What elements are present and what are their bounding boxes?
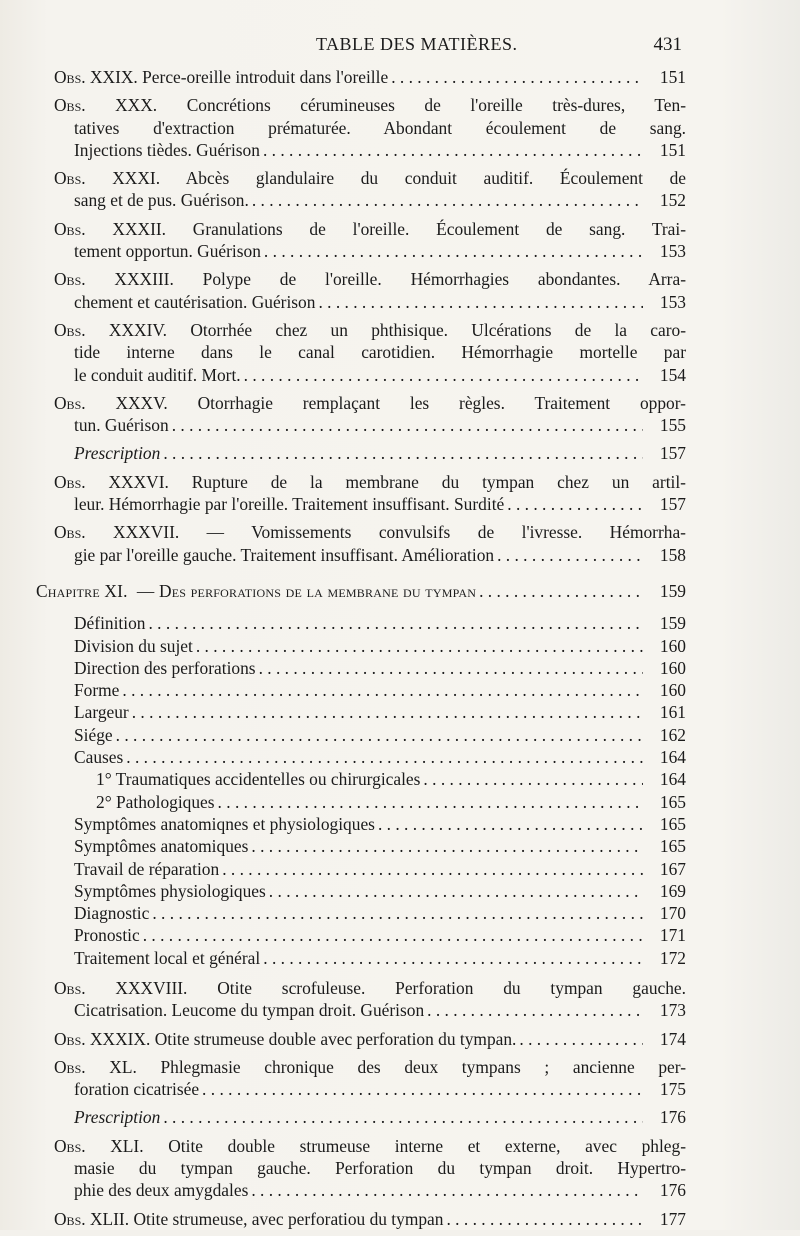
chapter-title: — Des perforations de la membrane du tympan	[136, 580, 477, 601]
section-page: 160	[659, 680, 686, 701]
entry-page: 155	[659, 415, 686, 436]
entry-line	[50, 392, 686, 414]
section-entry	[50, 612, 686, 634]
entry-text	[74, 414, 169, 436]
dot-leader	[143, 924, 643, 946]
entry-line-text: Otorrhée chez un phthisique. Ulcérations de la caro-	[190, 319, 687, 340]
obs-number: XXXIX.	[89, 1028, 151, 1049]
dot-leader	[244, 364, 643, 386]
section-page: 169	[659, 880, 686, 901]
entry-text	[54, 1056, 686, 1078]
section-entry	[50, 791, 686, 813]
entry-text	[54, 218, 686, 240]
entry-line	[50, 442, 686, 464]
section-title: Largeur	[74, 702, 129, 723]
entry-line-text: phie des deux amygdales	[74, 1180, 249, 1201]
dot-leader	[519, 1028, 643, 1050]
entry-page: 154	[659, 364, 686, 385]
entry-text	[54, 471, 686, 493]
entry-line-text: chement et cautérisation. Guérison	[74, 291, 316, 312]
entry-line-text: masie du tympan gauche. Perforation du tympan droit. Hypertro-	[74, 1158, 686, 1179]
obs-label: Obs.	[54, 977, 86, 998]
section-page: 170	[659, 903, 686, 924]
entry-text	[74, 341, 686, 363]
dot-leader	[446, 1208, 643, 1230]
dot-leader	[251, 1179, 643, 1201]
entry-line-text: Perce-oreille introduit dans l'oreille	[142, 67, 389, 87]
obs-number: XXX.	[115, 95, 158, 116]
section-entry	[50, 902, 686, 924]
entry-page: 173	[659, 1000, 686, 1021]
obs-number: XXIX.	[89, 67, 138, 87]
section-entry	[50, 858, 686, 880]
dot-leader	[116, 724, 643, 746]
dot-leader	[252, 189, 643, 211]
entry-line	[50, 493, 686, 515]
table-of-contents	[36, 66, 687, 1236]
obs-number: XXXIII.	[114, 269, 174, 290]
section-title: 1° Traumatiques accidentelles ou chirurgicales	[96, 769, 421, 790]
obs-number: XXXI.	[112, 168, 161, 189]
entry-line-text: foration cicatrisée	[74, 1079, 200, 1100]
entry-line	[50, 1135, 686, 1157]
entry-line-text: gie par l'oreille gauche. Traitement insuffisant. Amélioration	[74, 544, 495, 565]
entry-page: 152	[659, 190, 686, 211]
entry-text	[74, 1078, 199, 1100]
section-entry	[50, 924, 686, 946]
dot-leader	[259, 657, 643, 679]
entry-line	[50, 1056, 686, 1078]
observation-entry	[50, 218, 686, 263]
dot-leader	[479, 580, 643, 602]
section-entry	[50, 768, 686, 790]
entry-text	[54, 392, 686, 414]
section-title: Symptômes anatomiqnes et physiologiques	[74, 813, 375, 834]
chapter-heading	[36, 580, 686, 602]
section-title: Siége	[74, 724, 113, 745]
entry-line-text: sang et de pus. Guérison.	[74, 190, 249, 211]
dot-leader	[507, 493, 643, 515]
entry-line	[50, 268, 686, 290]
entry-line-text: — Vomissements convulsifs de l'ivresse. Hémorrha-	[206, 522, 686, 543]
entry-page: 157	[659, 494, 686, 515]
section-page: 160	[659, 657, 686, 678]
entry-line	[50, 521, 686, 543]
obs-label: Obs.	[54, 392, 86, 413]
entry-line	[50, 1208, 686, 1230]
obs-label: Obs.	[54, 269, 86, 290]
chapter-label: Chapitre XI.	[36, 580, 128, 601]
obs-number: XXXVI.	[108, 471, 169, 492]
entry-line	[50, 1157, 686, 1179]
dot-leader	[497, 544, 643, 566]
obs-number: XXXIV.	[108, 319, 168, 340]
entry-text	[54, 167, 686, 189]
obs-number: XLI.	[110, 1135, 144, 1156]
observation-entry	[50, 1208, 686, 1230]
entry-page: 151	[659, 139, 686, 160]
section-title: Causes	[74, 747, 124, 768]
dot-leader	[263, 139, 643, 161]
page-number: 431	[653, 34, 682, 55]
dot-leader	[427, 999, 643, 1021]
entry-page: 157	[659, 443, 686, 464]
obs-number: XL.	[109, 1056, 137, 1077]
entry-line	[50, 189, 686, 211]
entry-line-text: Otite scrofuleuse. Perforation du tympan gauche.	[217, 977, 686, 998]
entry-text	[74, 117, 686, 139]
entry-page: 153	[659, 291, 686, 312]
entry-page: 175	[659, 1079, 686, 1100]
entry-line	[50, 240, 686, 262]
entry-page: 158	[659, 544, 686, 565]
observation-entry	[50, 1056, 686, 1101]
dot-leader	[132, 701, 643, 723]
entry-line-text: Granulations de l'oreille. Écoulement de sang. Trai-	[192, 218, 686, 239]
entry-text	[54, 977, 686, 999]
dot-leader	[269, 880, 643, 902]
entry-text	[54, 521, 686, 543]
entry-line-text: Injections tièdes. Guérison	[74, 139, 260, 160]
obs-label: Obs.	[54, 471, 86, 492]
entry-line	[50, 471, 686, 493]
section-entry	[50, 880, 686, 902]
section-page: 164	[659, 769, 686, 790]
entry-text	[74, 364, 241, 386]
dot-leader	[251, 835, 643, 857]
entry-text	[74, 1157, 686, 1179]
obs-label: Obs.	[54, 218, 86, 239]
entry-line-text: Cicatrisation. Leucome du tympan droit. Guérison	[74, 1000, 425, 1021]
entry-page: 176	[659, 1107, 686, 1128]
dot-leader	[222, 858, 643, 880]
section-title: Travail de réparation	[74, 858, 220, 879]
entry-line	[50, 977, 686, 999]
chapter-page: 159	[659, 580, 686, 601]
section-page: 171	[659, 925, 686, 946]
section-entry	[50, 657, 686, 679]
section-page: 160	[659, 635, 686, 656]
entry-page: 176	[659, 1180, 686, 1201]
entry-line-text: Concrétions cérumineuses de l'oreille très-dures, Ten-	[186, 95, 686, 116]
entry-line-text: Otite strumeuse, avec perforatiou du tympan	[133, 1208, 444, 1229]
entry-text	[74, 291, 315, 313]
dot-leader	[152, 902, 643, 924]
entry-line	[50, 364, 686, 386]
section-title: Diagnostic	[74, 903, 150, 924]
entry-line-text: tement opportun. Guérison	[74, 241, 261, 262]
obs-label: Obs.	[54, 522, 86, 543]
obs-label: Obs.	[54, 95, 86, 116]
entry-line	[50, 1078, 686, 1100]
entry-line	[50, 167, 686, 189]
section-entry	[50, 701, 686, 723]
prescription-label: Prescription	[74, 443, 161, 464]
dot-leader	[126, 746, 643, 768]
observations-list-b	[50, 977, 686, 1230]
obs-number: XLII.	[89, 1208, 130, 1229]
entry-line-text: Otorrhagie remplaçant les règles. Traitement oppor-	[197, 392, 686, 413]
prescription-entry	[50, 1106, 686, 1128]
entry-line	[50, 341, 686, 363]
entry-line-text: Phlegmasie chronique des deux tympans ; ancienne per-	[160, 1056, 686, 1077]
dot-leader	[264, 240, 643, 262]
entry-page: 174	[659, 1028, 686, 1049]
entry-line-text: Polype de l'oreille. Hémorrhagies abondantes. Arra-	[202, 269, 686, 290]
entry-line	[50, 319, 686, 341]
entry-text	[54, 268, 686, 290]
section-page: 164	[659, 747, 686, 768]
entry-text	[54, 94, 686, 116]
entry-line	[50, 218, 686, 240]
section-entry	[50, 724, 686, 746]
entry-line	[50, 94, 686, 116]
entry-line-text: Otite strumeuse double avec perforation du tympan.	[154, 1028, 517, 1049]
entry-line-text: Rupture de la membrane du tympan chez un artil-	[191, 471, 686, 492]
section-entry	[50, 947, 686, 969]
dot-leader	[122, 679, 643, 701]
dot-leader	[196, 635, 643, 657]
obs-number: XXXVII.	[113, 522, 180, 543]
section-entry	[50, 679, 686, 701]
observation-entry	[50, 392, 686, 437]
entry-line-text: tun. Guérison	[74, 415, 169, 436]
entry-line-text: tide interne dans le canal carotidien. Hémorrhagie mortelle par	[74, 342, 686, 363]
dot-leader	[378, 813, 643, 835]
entry-line	[50, 414, 686, 436]
entry-line	[50, 1179, 686, 1201]
prescription-entry	[50, 442, 686, 464]
section-page: 165	[659, 813, 686, 834]
entry-text	[74, 999, 424, 1021]
entry-line	[50, 1028, 686, 1050]
entry-text	[74, 139, 260, 161]
section-entry	[50, 746, 686, 768]
section-page: 165	[659, 836, 686, 857]
entry-line	[50, 117, 686, 139]
entry-line-text: le conduit auditif. Mort.	[74, 364, 241, 385]
entry-page: 177	[659, 1208, 686, 1229]
observation-entry	[50, 268, 686, 313]
section-title: Symptômes physiologiques	[74, 880, 266, 901]
section-title: Symptômes anatomiques	[74, 836, 249, 857]
entry-text	[74, 493, 504, 515]
entry-text	[54, 1208, 443, 1230]
obs-label: Obs.	[54, 168, 86, 189]
observation-entry	[50, 977, 686, 1022]
entry-line-text: Abcès glandulaire du conduit auditif. Écoulement de	[185, 168, 686, 189]
dot-leader	[172, 414, 643, 436]
prescription-label: Prescription	[74, 1107, 161, 1128]
section-title: Traitement local et général	[74, 947, 261, 968]
entry-text	[74, 240, 261, 262]
section-page: 162	[659, 724, 686, 745]
section-entry	[50, 835, 686, 857]
entry-page: 151	[659, 67, 686, 87]
entry-line-text: Otite double strumeuse interne et externe, avec phleg-	[168, 1135, 686, 1156]
entry-text	[54, 1028, 516, 1050]
dot-leader	[148, 612, 643, 634]
section-title: Pronostic	[74, 925, 140, 946]
entry-line	[50, 139, 686, 161]
observation-entry	[50, 471, 686, 516]
section-title: Forme	[74, 680, 120, 701]
section-page: 159	[659, 613, 686, 634]
section-entry	[50, 635, 686, 657]
dot-leader	[391, 66, 643, 88]
entry-line	[50, 291, 686, 313]
section-page: 165	[659, 791, 686, 812]
dot-leader	[423, 768, 643, 790]
section-page: 172	[659, 947, 686, 968]
entry-line	[50, 1106, 686, 1128]
obs-label: Obs.	[54, 1028, 86, 1049]
section-title: Division du sujet	[74, 635, 193, 656]
observation-entry	[50, 1135, 686, 1202]
section-title: 2° Pathologiques	[96, 791, 215, 812]
observation-entry	[50, 94, 686, 161]
section-page: 161	[659, 702, 686, 723]
entry-text	[74, 189, 249, 211]
entry-text	[54, 319, 686, 341]
obs-number: XXXVIII.	[115, 977, 188, 998]
dot-leader	[318, 291, 643, 313]
entry-text	[74, 544, 494, 566]
entry-page: 153	[659, 241, 686, 262]
entry-text	[54, 66, 388, 88]
dot-leader	[202, 1078, 643, 1100]
dot-leader	[163, 442, 643, 464]
observation-entry	[50, 521, 686, 566]
observation-entry	[50, 66, 686, 88]
section-page: 167	[659, 858, 686, 879]
entry-line-text: tatives d'extraction prématurée. Abondant écoulement de sang.	[74, 117, 686, 138]
obs-label: Obs.	[54, 1056, 86, 1077]
entry-line	[50, 544, 686, 566]
dot-leader	[263, 947, 643, 969]
observations-list-a	[50, 66, 686, 566]
section-title: Direction des perforations	[74, 657, 256, 678]
dot-leader	[218, 791, 643, 813]
obs-label: Obs.	[54, 67, 86, 87]
entry-text	[54, 1135, 686, 1157]
obs-label: Obs.	[54, 1135, 86, 1156]
section-title: Définition	[74, 613, 146, 634]
obs-label: Obs.	[54, 319, 86, 340]
running-title: TABLE DES MATIÈRES.	[315, 34, 518, 54]
entry-text	[74, 1179, 248, 1201]
chapter-sections	[50, 612, 686, 969]
dot-leader	[163, 1106, 643, 1128]
obs-label: Obs.	[54, 1208, 86, 1229]
obs-number: XXXV.	[115, 392, 168, 413]
observation-entry	[50, 319, 686, 386]
obs-number: XXXII.	[112, 218, 166, 239]
entry-line	[50, 66, 686, 88]
section-entry	[50, 813, 686, 835]
entry-line-text: leur. Hémorrhagie par l'oreille. Traitement insuffisant. Surdité	[74, 494, 505, 515]
page-header	[60, 34, 682, 56]
observation-entry	[50, 1028, 686, 1050]
observation-entry	[50, 167, 686, 212]
entry-line	[50, 999, 686, 1021]
